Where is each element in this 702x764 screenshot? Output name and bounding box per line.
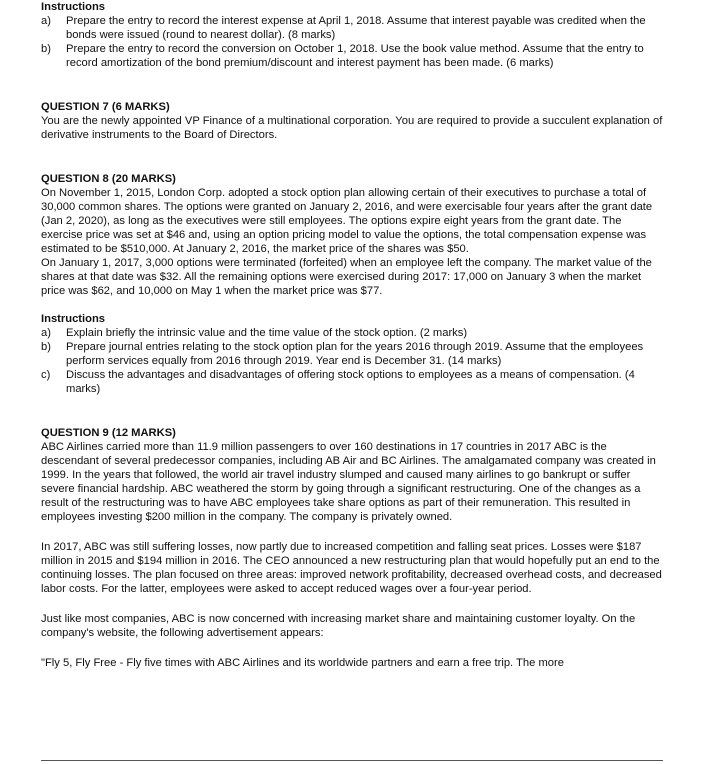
list-item-text: Prepare the entry to record the interest expense at April 1, 2018. Assume that interest payable was credited when the bonds were issued (round to nearest dollar). (8 marks) bbox=[66, 15, 646, 41]
question-9-paragraph-2: In 2017, ABC was still suffering losses, now partly due to increased competition and falling seat prices. Losses were $187 million in 2015 and $194 million in 2016. The CEO announced a new restructuring plan that would hopefully put an end to the continuing losses. The plan focused on three areas: improved network profitability, decreased overhead costs, and decreased labor costs. For the latter, employees were asked to accept reduced wages over a four-year period. bbox=[41, 541, 662, 595]
list-marker: a) bbox=[41, 327, 51, 339]
list-item-text: Prepare the entry to record the conversion on October 1, 2018. Use the book value method. Assume that the entry to record amortization of the bond premium/discount and interest payment has been made. (6 marks) bbox=[66, 43, 644, 69]
question-8-instructions-list bbox=[41, 326, 663, 396]
instruction-item-a bbox=[41, 14, 663, 42]
q8-instruction-item-a bbox=[41, 326, 663, 340]
q8-instruction-item-b bbox=[41, 340, 663, 368]
question-9-paragraph-1: ABC Airlines carried more than 11.9 million passengers to over 160 destinations in 17 countries in 2017 ABC is the descendant of several predecessor companies, including AB Air and BC Airlines. The amalgamated company was created in 1999. In the years that followed, the world air travel industry slumped and caused many airlines to go bankrupt or suffer severe financial hardship. ABC weathered the storm by going through a significant restructuring. One of the changes as a result of the restructuring was to have ABC employees take share options as part of their remuneration. This resulted in employees investing $200 million in the company. The company is privately owned. bbox=[41, 441, 656, 523]
document-page bbox=[41, 0, 663, 670]
page-bottom-rule bbox=[41, 760, 663, 761]
q8-instruction-item-c bbox=[41, 368, 663, 396]
question-8-instructions-heading: Instructions bbox=[41, 313, 106, 325]
instructions-list bbox=[41, 14, 663, 70]
question-7-heading: QUESTION 7 (6 MARKS) bbox=[41, 101, 170, 113]
question-8-heading: QUESTION 8 (20 MARKS) bbox=[41, 173, 176, 185]
question-8-paragraph-2: On January 1, 2017, 3,000 options were terminated (forfeited) when an employee left the company. The market value of the shares at that date was $32. All the remaining options were exercised during 2017: 17,000 on January 3 when the market price was $62, and 10,000 on May 1 when the market price was $77. bbox=[41, 257, 652, 297]
list-item-text: Explain briefly the intrinsic value and the time value of the stock option. (2 marks) bbox=[66, 327, 468, 339]
instruction-item-b bbox=[41, 42, 663, 70]
list-marker: a) bbox=[41, 15, 51, 27]
question-7-text: You are the newly appointed VP Finance of a multinational corporation. You are required to provide a succulent explanation of derivative instruments to the Board of Directors. bbox=[41, 115, 663, 141]
list-marker: c) bbox=[41, 369, 51, 381]
list-marker: b) bbox=[41, 43, 51, 55]
question-9-paragraph-4: "Fly 5, Fly Free - Fly five times with ABC Airlines and its worldwide partners and earn a free trip. The more bbox=[41, 657, 564, 669]
question-9-paragraph-3: Just like most companies, ABC is now concerned with increasing market share and maintaining customer loyalty. On the company's website, the following advertisement appears: bbox=[41, 613, 636, 639]
list-marker: b) bbox=[41, 341, 51, 353]
instructions-heading: Instructions bbox=[41, 1, 106, 13]
question-9-heading: QUESTION 9 (12 MARKS) bbox=[41, 427, 176, 439]
list-item-text: Discuss the advantages and disadvantages of offering stock options to employees as a means of compensation. (4 marks) bbox=[66, 369, 635, 395]
list-item-text: Prepare journal entries relating to the stock option plan for the years 2016 through 2019. Assume that the employees perform services equally from 2016 through 2019. Year end is December 31. (14 marks) bbox=[66, 341, 644, 367]
question-8-paragraph-1: On November 1, 2015, London Corp. adopted a stock option plan allowing certain of their executives to purchase a total of 30,000 common shares. The options were granted on January 2, 2016, and were exercisable four years after the grant date (Jan 2, 2020), as long as the executives were still employees. The options expire eight years from the grant date. The exercise price was set at $46 and, using an option pricing model to value the options, the total compensation expense was estimated to be $510,000. At January 2, 2016, the market price of the shares was $50. bbox=[41, 187, 653, 255]
